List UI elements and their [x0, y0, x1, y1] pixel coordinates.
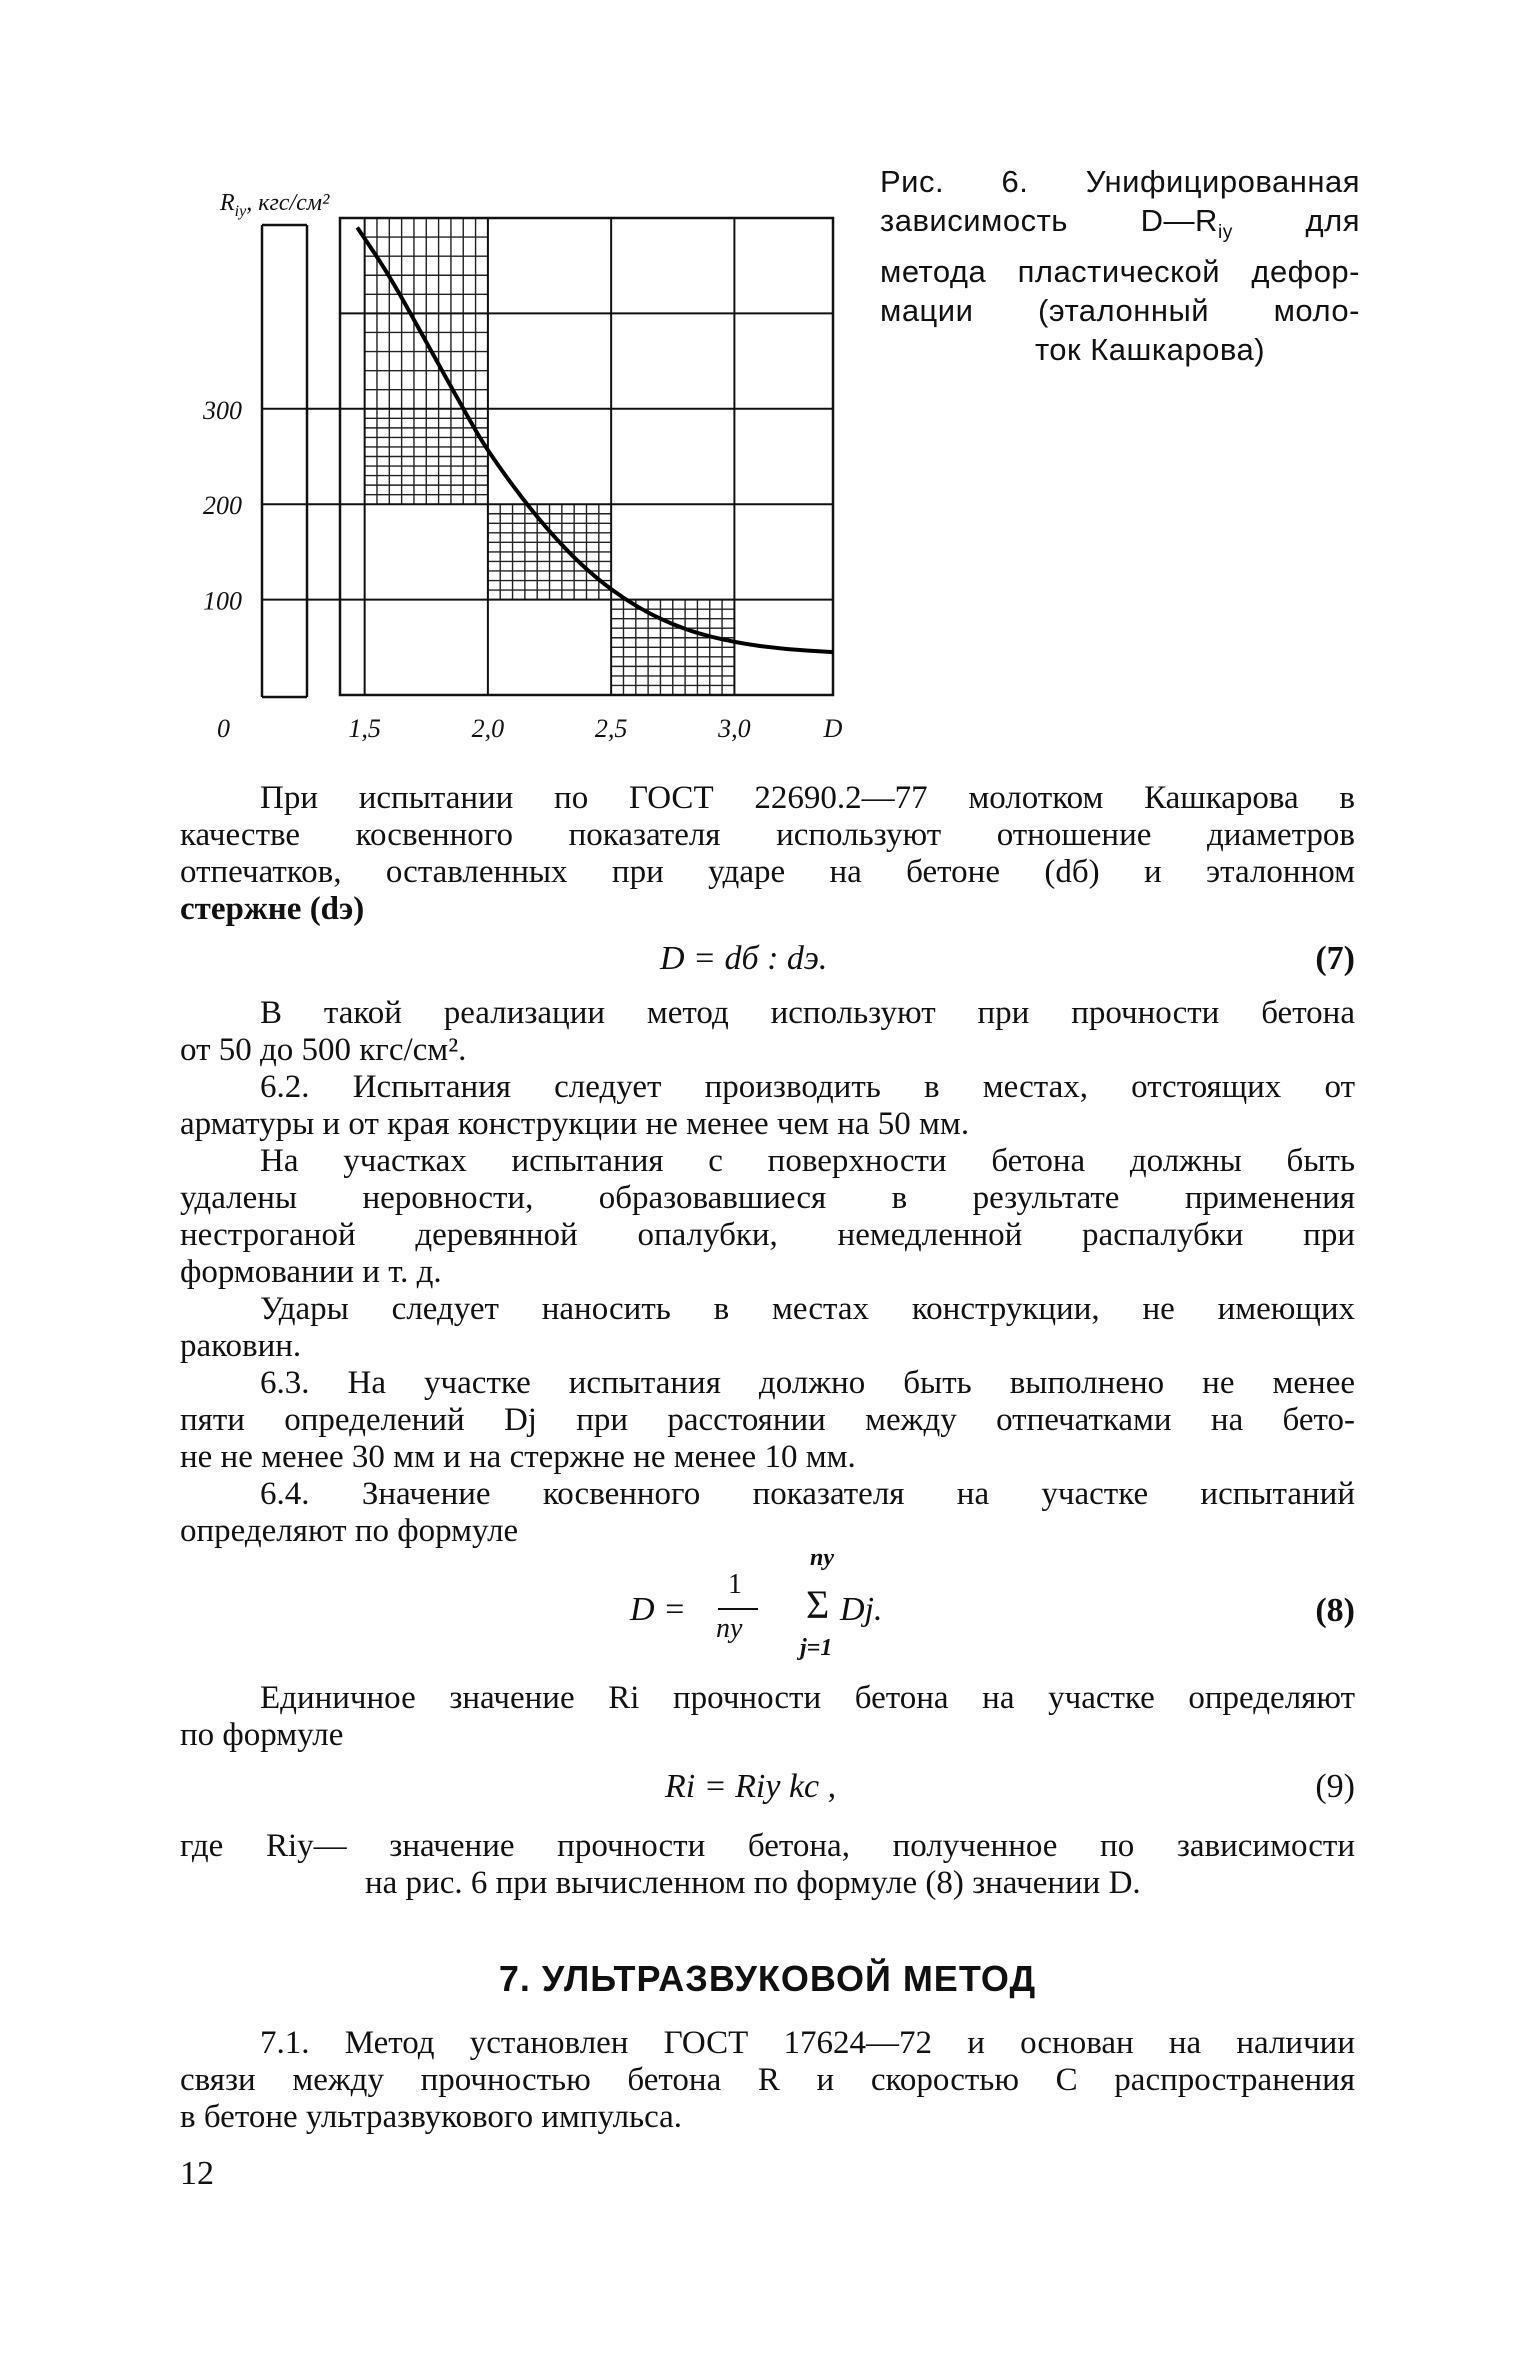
p6-line-1: 6.3. На участке испытания должно быть выполнено не менее: [260, 1365, 1355, 1401]
equation-number-8: (8): [1315, 1592, 1355, 1629]
paragraph-gost-kashkarov: [180, 780, 1355, 928]
p4-line-2: удалены неровности, образовавшиеся в результате применения: [180, 1180, 1355, 1216]
y-tick-label: 200: [203, 491, 242, 521]
formula-8-denominator: nу: [716, 1613, 743, 1644]
formula-8-lhs: D =: [630, 1591, 686, 1628]
p3-line-1: 6.2. Испытания следует производить в местах, отстоящих от: [260, 1069, 1355, 1105]
equation-number-7: (7): [1315, 940, 1355, 977]
paragraph-where: [180, 1828, 1355, 1902]
p5-line-2: раковин.: [180, 1328, 302, 1364]
paragraph-7-1: [180, 2025, 1355, 2136]
chart-axes: [262, 218, 833, 697]
equation-number-9: (9): [1315, 1768, 1355, 1805]
caption-subscript: iy: [1217, 222, 1233, 244]
p3-line-2: арматуры и от края конструкции не менее чем на 50 мм.: [180, 1106, 970, 1142]
p6-line-2: пяти определений Dj при расстоянии между отпечатками на бето-: [180, 1402, 1355, 1438]
p7-line-1: 6.4. Значение косвенного показателя на участке испытаний: [260, 1476, 1355, 1512]
paragraph-6-2: [180, 1069, 1355, 1143]
section-heading-ultrasonic: 7. УЛЬТРАЗВУКОВОЙ МЕТОД: [498, 1958, 1037, 1999]
p10-line-3: в бетоне ультразвукового импульса.: [180, 2099, 683, 2135]
chart-grid: [340, 218, 833, 695]
p1-line-3: отпечатков, оставленных при ударе на бетоне (dб) и эталонном: [180, 854, 1355, 890]
p10-line-2: связи между прочностью бетона R и скоростью C распространения: [180, 2062, 1355, 2098]
formula-8-sum-top: nу: [810, 1545, 834, 1571]
paragraph-unit-value: [180, 1680, 1355, 1754]
paragraph-surface-prep: [180, 1143, 1355, 1291]
p8-line-2: по формуле: [180, 1717, 344, 1753]
p2-line-1: В такой реализации метод используют при прочности бетона: [260, 995, 1355, 1031]
caption-line-1: Рис. 6. Унифицированная: [880, 164, 1360, 199]
x-tick-label: 3,0: [718, 714, 751, 743]
p4-line-4: формовании и т. д.: [180, 1254, 442, 1290]
y-tick-label: 300: [203, 395, 242, 425]
p5-line-1: Удары следует наносить в местах конструкции, не имеющих: [260, 1291, 1355, 1327]
caption-line-5: ток Кашкарова): [1034, 332, 1266, 368]
x-axis-label: D: [823, 714, 843, 743]
p1-line-2: качестве косвенного показателя используют отношение диаметров: [180, 817, 1355, 853]
p8-line-1: Единичное значение Ri прочности бетона на участке определяют: [260, 1680, 1355, 1716]
formula-9: Ri = Riy kс ,: [665, 1768, 837, 1805]
paragraph-strength-range: [180, 995, 1355, 1069]
caption-line-3: метода пластической дефор-: [880, 254, 1360, 290]
p10-line-1: 7.1. Метод установлен ГОСТ 17624—72 и основан на наличии: [260, 2025, 1355, 2061]
formula-8-fraction-bar: [718, 1608, 758, 1610]
paragraph-6-3: [180, 1365, 1355, 1476]
caption-line-2: [880, 201, 1360, 252]
figure-caption: [880, 162, 1360, 369]
series-line: [357, 228, 833, 653]
caption-line-2a: зависимость D—R: [880, 203, 1218, 238]
formula-7: D = dб : dэ.: [660, 940, 828, 977]
page-number: 12: [180, 2155, 214, 2192]
chart-series: [357, 228, 833, 653]
p1-line-4: стержне (dэ): [180, 891, 365, 927]
p1-line-1: При испытании по ГОСТ 22690.2—77 молотком Кашкарова в: [260, 780, 1355, 816]
x-tick-label: 2,5: [594, 714, 628, 743]
p4-line-1: На участках испытания с поверхности бетона должны быть: [260, 1143, 1355, 1179]
p6-line-3: не не менее 30 мм и на стержне не менее 10 мм.: [180, 1439, 856, 1475]
y-axis-label: $R_{iy}$, кгс/см²: [220, 190, 330, 220]
p4-line-3: нестроганой деревянной опалубки, немедленной распалубки при: [180, 1217, 1355, 1253]
paragraph-impacts: [180, 1291, 1355, 1365]
chart-labels: [202, 190, 843, 743]
caption-line-2b: для: [1305, 203, 1360, 238]
x-tick-label: 1,5: [348, 714, 381, 743]
p9-line-1: где Riy— значение прочности бетона, полученное по зависимости: [180, 1828, 1355, 1864]
formula-8-sum-bottom: j=1: [800, 1635, 833, 1661]
formula-8-numerator: 1: [728, 1569, 742, 1600]
sum-sign-icon: Σ: [806, 1582, 830, 1627]
paragraph-6-4: [180, 1476, 1355, 1550]
p9-line-2: на рис. 6 при вычисленном по формуле (8) значении D.: [365, 1865, 1141, 1901]
formula-8-term: Dj.: [840, 1591, 883, 1628]
p7-line-2: определяют по формуле: [180, 1513, 519, 1549]
caption-line-4: мации (эталонный моло-: [880, 293, 1360, 329]
formula-8: [630, 1545, 950, 1675]
p2-line-2: от 50 до 500 кгс/см².: [180, 1032, 467, 1068]
origin-label: 0: [217, 714, 230, 743]
figure-chart: [200, 180, 860, 743]
x-tick-label: 2,0: [471, 714, 505, 743]
y-tick-label: 100: [203, 586, 242, 616]
